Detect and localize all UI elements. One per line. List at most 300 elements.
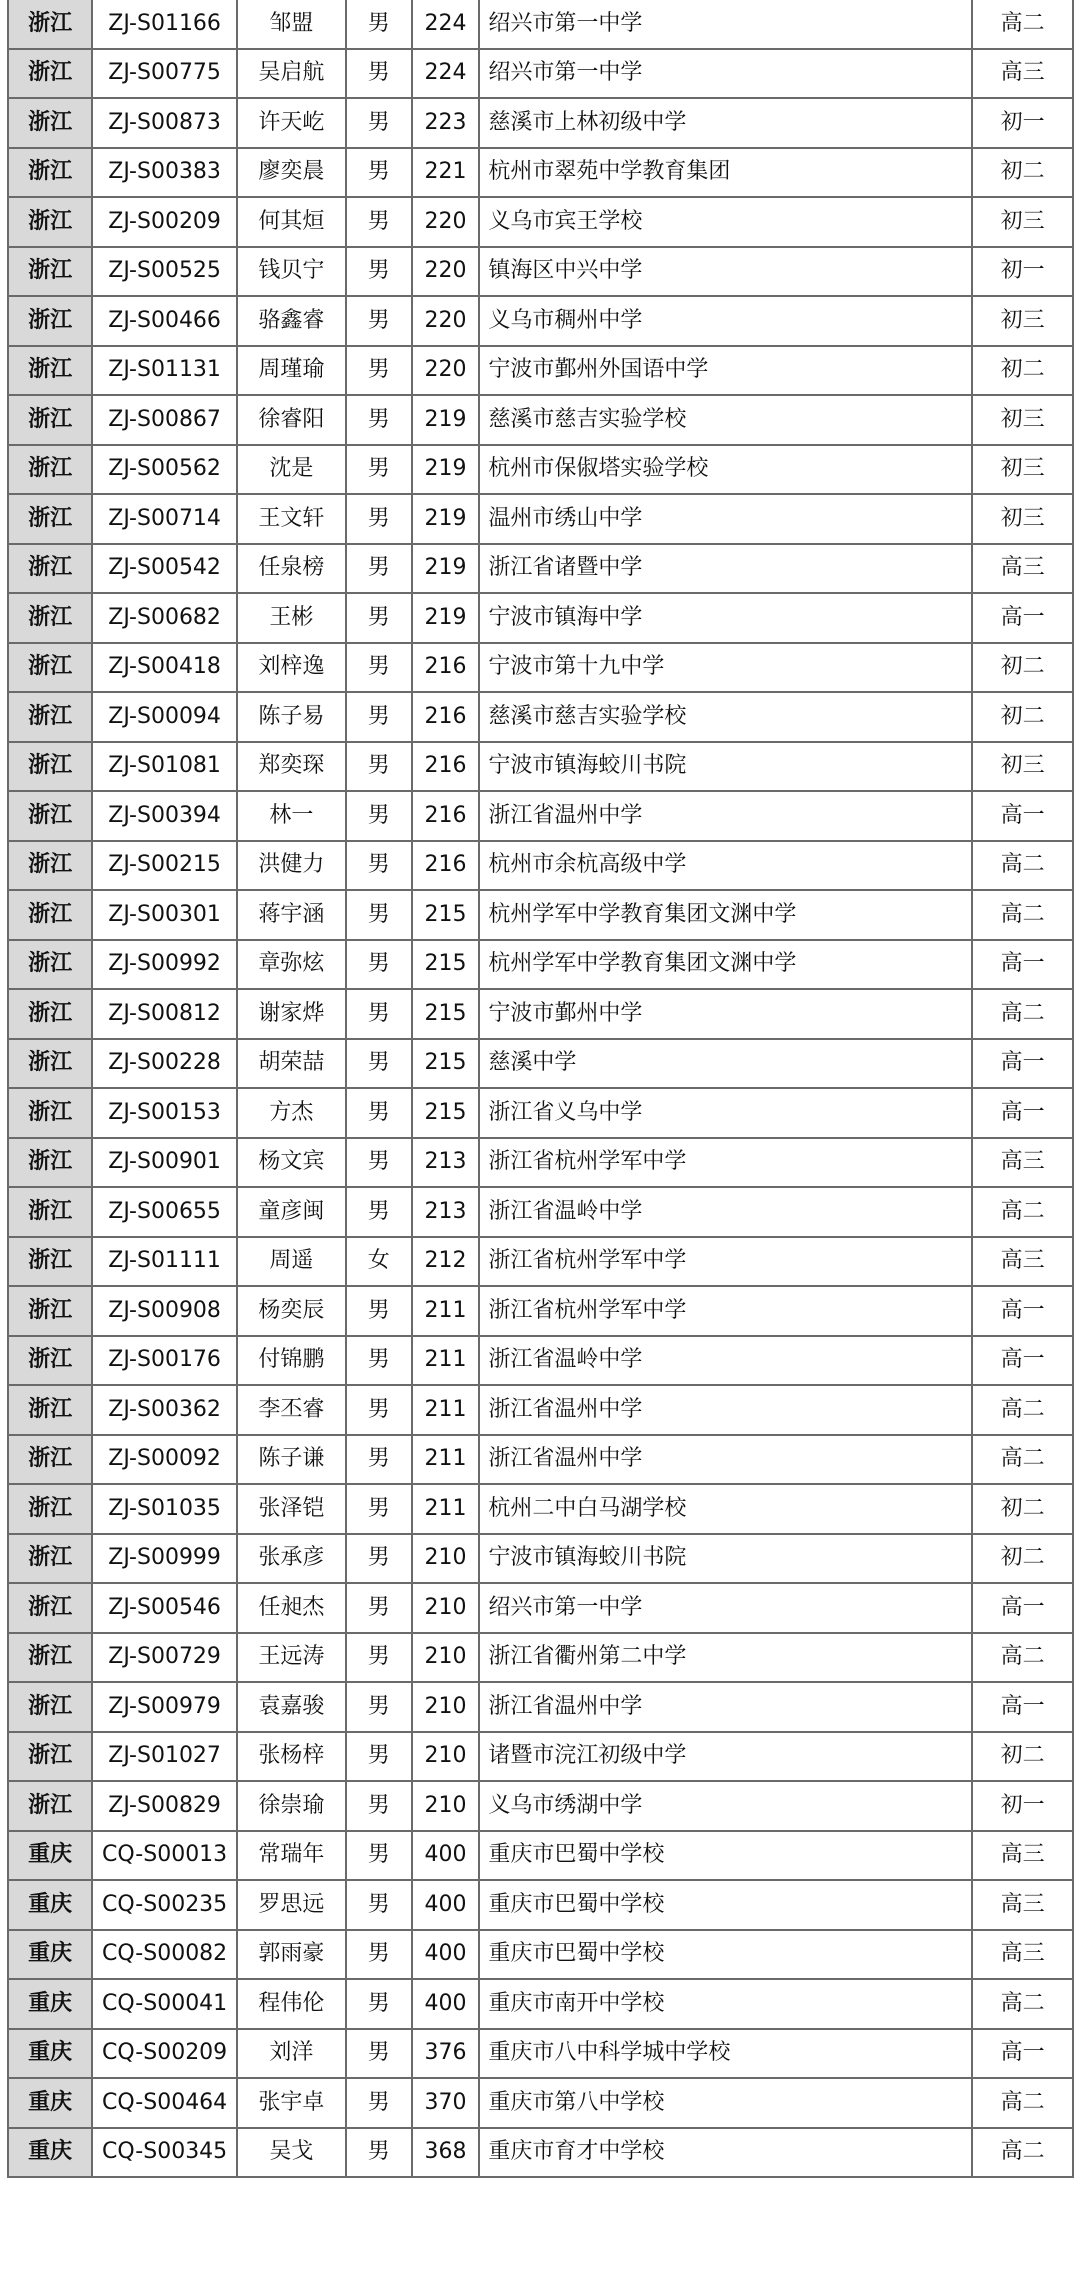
school-cell: 慈溪市慈吉实验学校 [479,395,972,445]
province-cell: 浙江 [8,1435,92,1485]
student-name-cell: 廖奕晨 [237,148,346,198]
table-row [8,742,1073,792]
score-cell: 400 [412,1930,480,1980]
gender-cell: 男 [346,841,412,891]
province-cell: 浙江 [8,791,92,841]
gender-cell: 男 [346,1583,412,1633]
table-row [8,1039,1073,1089]
school-cell: 镇海区中兴中学 [479,247,972,297]
grade-cell: 高二 [972,1435,1073,1485]
grade-cell: 初一 [972,1781,1073,1831]
province-cell: 浙江 [8,148,92,198]
province-cell: 浙江 [8,1237,92,1287]
province-cell: 浙江 [8,296,92,346]
gender-cell: 男 [346,1039,412,1089]
student-id-cell: CQ-S00041 [92,1979,237,2029]
student-name-cell: 任昶杰 [237,1583,346,1633]
score-cell: 220 [412,296,480,346]
grade-cell: 高一 [972,1336,1073,1386]
grade-cell: 高一 [972,1039,1073,1089]
grade-cell: 高二 [972,0,1073,49]
student-id-cell: ZJ-S01027 [92,1732,237,1782]
score-cell: 224 [412,0,480,49]
province-cell: 浙江 [8,346,92,396]
gender-cell: 男 [346,544,412,594]
table-row [8,2128,1073,2178]
province-cell: 浙江 [8,1385,92,1435]
school-cell: 浙江省衢州第二中学 [479,1633,972,1683]
school-cell: 浙江省杭州学军中学 [479,1286,972,1336]
school-cell: 杭州市余杭高级中学 [479,841,972,891]
student-id-cell: ZJ-S00094 [92,692,237,742]
gender-cell: 男 [346,791,412,841]
student-name-cell: 付锦鹏 [237,1336,346,1386]
score-cell: 368 [412,2128,480,2178]
gender-cell: 男 [346,890,412,940]
province-cell: 重庆 [8,2078,92,2128]
table-row [8,2029,1073,2079]
score-cell: 219 [412,544,480,594]
school-cell: 宁波市镇海中学 [479,593,972,643]
province-cell: 浙江 [8,1484,92,1534]
province-cell: 重庆 [8,2128,92,2178]
student-id-cell: ZJ-S00153 [92,1088,237,1138]
table-row [8,791,1073,841]
school-cell: 重庆市育才中学校 [479,2128,972,2178]
score-cell: 224 [412,49,480,99]
gender-cell: 男 [346,643,412,693]
student-id-cell: ZJ-S00383 [92,148,237,198]
student-name-cell: 张承彦 [237,1534,346,1584]
table-row [8,692,1073,742]
grade-cell: 初三 [972,395,1073,445]
student-id-cell: ZJ-S00209 [92,197,237,247]
student-id-cell: ZJ-S00418 [92,643,237,693]
grade-cell: 高一 [972,791,1073,841]
grade-cell: 高一 [972,1286,1073,1336]
student-name-cell: 徐睿阳 [237,395,346,445]
score-cell: 376 [412,2029,480,2079]
school-cell: 绍兴市第一中学 [479,0,972,49]
grade-cell: 初二 [972,148,1073,198]
province-cell: 重庆 [8,1880,92,1930]
score-cell: 211 [412,1385,480,1435]
grade-cell: 高三 [972,1138,1073,1188]
grade-cell: 初三 [972,445,1073,495]
school-cell: 重庆市巴蜀中学校 [479,1831,972,1881]
student-name-cell: 许天屹 [237,98,346,148]
table-row [8,346,1073,396]
table-row [8,1187,1073,1237]
province-cell: 浙江 [8,940,92,990]
province-cell: 浙江 [8,890,92,940]
gender-cell: 男 [346,494,412,544]
score-cell: 216 [412,742,480,792]
gender-cell: 男 [346,296,412,346]
gender-cell: 男 [346,692,412,742]
gender-cell: 男 [346,1781,412,1831]
province-cell: 浙江 [8,1732,92,1782]
gender-cell: 男 [346,2029,412,2079]
table-row [8,1682,1073,1732]
score-cell: 215 [412,989,480,1039]
student-name-cell: 刘洋 [237,2029,346,2079]
province-cell: 浙江 [8,395,92,445]
gender-cell: 男 [346,1534,412,1584]
student-id-cell: ZJ-S00215 [92,841,237,891]
school-cell: 慈溪市上林初级中学 [479,98,972,148]
table-row [8,1781,1073,1831]
grade-cell: 高一 [972,1682,1073,1732]
school-cell: 浙江省温岭中学 [479,1187,972,1237]
student-id-cell: ZJ-S01166 [92,0,237,49]
student-id-cell: ZJ-S00729 [92,1633,237,1683]
table-row [8,148,1073,198]
student-name-cell: 陈子谦 [237,1435,346,1485]
province-cell: 浙江 [8,1138,92,1188]
gender-cell: 男 [346,1930,412,1980]
student-name-cell: 杨文宾 [237,1138,346,1188]
school-cell: 杭州学军中学教育集团文渊中学 [479,890,972,940]
student-name-cell: 胡荣喆 [237,1039,346,1089]
grade-cell: 高二 [972,841,1073,891]
table-row [8,1237,1073,1287]
grade-cell: 高二 [972,989,1073,1039]
gender-cell: 男 [346,1979,412,2029]
gender-cell: 男 [346,1682,412,1732]
student-id-cell: ZJ-S00228 [92,1039,237,1089]
score-cell: 220 [412,346,480,396]
table-row [8,49,1073,99]
table-row [8,445,1073,495]
student-name-cell: 王远涛 [237,1633,346,1683]
table-row [8,1831,1073,1881]
school-cell: 重庆市八中科学城中学校 [479,2029,972,2079]
table-row [8,1336,1073,1386]
school-cell: 绍兴市第一中学 [479,1583,972,1633]
student-id-cell: ZJ-S00655 [92,1187,237,1237]
table-row [8,1583,1073,1633]
school-cell: 义乌市稠州中学 [479,296,972,346]
table-row [8,1732,1073,1782]
grade-cell: 高一 [972,593,1073,643]
student-id-cell: CQ-S00082 [92,1930,237,1980]
student-id-cell: ZJ-S00682 [92,593,237,643]
table-row [8,1633,1073,1683]
student-name-cell: 张杨梓 [237,1732,346,1782]
province-cell: 浙江 [8,247,92,297]
gender-cell: 男 [346,346,412,396]
province-cell: 浙江 [8,98,92,148]
gender-cell: 男 [346,1385,412,1435]
student-name-cell: 刘梓逸 [237,643,346,693]
gender-cell: 男 [346,148,412,198]
score-cell: 220 [412,247,480,297]
student-name-cell: 郭雨豪 [237,1930,346,1980]
province-cell: 浙江 [8,643,92,693]
school-cell: 浙江省杭州学军中学 [479,1237,972,1287]
score-cell: 210 [412,1583,480,1633]
school-cell: 浙江省杭州学军中学 [479,1138,972,1188]
score-cell: 211 [412,1336,480,1386]
province-cell: 浙江 [8,841,92,891]
province-cell: 重庆 [8,1930,92,1980]
score-cell: 213 [412,1187,480,1237]
student-name-cell: 方杰 [237,1088,346,1138]
student-name-cell: 罗思远 [237,1880,346,1930]
student-id-cell: ZJ-S00999 [92,1534,237,1584]
province-cell: 重庆 [8,1979,92,2029]
student-name-cell: 童彦闽 [237,1187,346,1237]
province-cell: 浙江 [8,1781,92,1831]
student-name-cell: 任泉榜 [237,544,346,594]
score-cell: 212 [412,1237,480,1287]
grade-cell: 高三 [972,1831,1073,1881]
school-cell: 浙江省温州中学 [479,1682,972,1732]
school-cell: 浙江省温州中学 [479,791,972,841]
province-cell: 浙江 [8,1534,92,1584]
score-cell: 400 [412,1880,480,1930]
school-cell: 浙江省温岭中学 [479,1336,972,1386]
score-cell: 221 [412,148,480,198]
gender-cell: 男 [346,1880,412,1930]
table-row [8,1484,1073,1534]
student-name-cell: 袁嘉骏 [237,1682,346,1732]
student-name-cell: 章弥炫 [237,940,346,990]
student-id-cell: ZJ-S01035 [92,1484,237,1534]
province-cell: 浙江 [8,197,92,247]
student-name-cell: 沈是 [237,445,346,495]
student-name-cell: 钱贝宁 [237,247,346,297]
gender-cell: 男 [346,1732,412,1782]
student-id-cell: CQ-S00464 [92,2078,237,2128]
province-cell: 浙江 [8,1682,92,1732]
grade-cell: 初二 [972,1484,1073,1534]
student-id-cell: ZJ-S00775 [92,49,237,99]
student-name-cell: 骆鑫睿 [237,296,346,346]
score-cell: 219 [412,494,480,544]
school-cell: 杭州二中白马湖学校 [479,1484,972,1534]
grade-cell: 高二 [972,2128,1073,2178]
student-id-cell: ZJ-S00176 [92,1336,237,1386]
province-cell: 浙江 [8,445,92,495]
grade-cell: 高三 [972,1930,1073,1980]
student-name-cell: 常瑞年 [237,1831,346,1881]
province-cell: 浙江 [8,593,92,643]
school-cell: 杭州学军中学教育集团文渊中学 [479,940,972,990]
score-cell: 213 [412,1138,480,1188]
score-cell: 223 [412,98,480,148]
gender-cell: 男 [346,98,412,148]
grade-cell: 初三 [972,296,1073,346]
table-row [8,890,1073,940]
table-row [8,1534,1073,1584]
grade-cell: 初二 [972,1534,1073,1584]
grade-cell: 高一 [972,1088,1073,1138]
student-name-cell: 吴启航 [237,49,346,99]
school-cell: 宁波市第十九中学 [479,643,972,693]
grade-cell: 高二 [972,2078,1073,2128]
grade-cell: 高二 [972,1385,1073,1435]
table-row [8,98,1073,148]
gender-cell: 男 [346,197,412,247]
table-row [8,1880,1073,1930]
school-cell: 杭州市保俶塔实验学校 [479,445,972,495]
school-cell: 宁波市镇海蛟川书院 [479,1534,972,1584]
score-cell: 211 [412,1435,480,1485]
grade-cell: 高三 [972,1880,1073,1930]
score-cell: 219 [412,445,480,495]
score-cell: 370 [412,2078,480,2128]
province-cell: 浙江 [8,692,92,742]
table-row [8,247,1073,297]
student-id-cell: ZJ-S00362 [92,1385,237,1435]
score-cell: 400 [412,1831,480,1881]
student-id-cell: ZJ-S00812 [92,989,237,1039]
grade-cell: 高一 [972,940,1073,990]
province-cell: 浙江 [8,0,92,49]
student-id-cell: CQ-S00209 [92,2029,237,2079]
score-cell: 210 [412,1732,480,1782]
school-cell: 重庆市巴蜀中学校 [479,1930,972,1980]
grade-cell: 高二 [972,1187,1073,1237]
student-name-cell: 周瑾瑜 [237,346,346,396]
gender-cell: 男 [346,1484,412,1534]
student-name-cell: 洪健力 [237,841,346,891]
student-id-cell: ZJ-S00901 [92,1138,237,1188]
table-row [8,1138,1073,1188]
grade-cell: 初二 [972,643,1073,693]
student-name-cell: 王文轩 [237,494,346,544]
table-row [8,395,1073,445]
school-cell: 义乌市宾王学校 [479,197,972,247]
score-cell: 400 [412,1979,480,2029]
province-cell: 浙江 [8,989,92,1039]
student-name-cell: 杨奕辰 [237,1286,346,1336]
gender-cell: 男 [346,2128,412,2178]
school-cell: 诸暨市浣江初级中学 [479,1732,972,1782]
gender-cell: 男 [346,1336,412,1386]
school-cell: 温州市绣山中学 [479,494,972,544]
student-name-cell: 吴戈 [237,2128,346,2178]
student-name-cell: 王彬 [237,593,346,643]
student-id-cell: ZJ-S00525 [92,247,237,297]
gender-cell: 男 [346,1831,412,1881]
grade-cell: 初三 [972,197,1073,247]
province-cell: 浙江 [8,1187,92,1237]
grade-cell: 高一 [972,2029,1073,2079]
school-cell: 浙江省温州中学 [479,1385,972,1435]
school-cell: 重庆市巴蜀中学校 [479,1880,972,1930]
gender-cell: 男 [346,2078,412,2128]
school-cell: 重庆市南开中学校 [479,1979,972,2029]
score-table [7,0,1074,2178]
student-id-cell: ZJ-S01081 [92,742,237,792]
student-id-cell: ZJ-S01111 [92,1237,237,1287]
student-name-cell: 周遥 [237,1237,346,1287]
table-row [8,1435,1073,1485]
student-id-cell: ZJ-S00873 [92,98,237,148]
gender-cell: 男 [346,1138,412,1188]
gender-cell: 男 [346,1435,412,1485]
table-row [8,841,1073,891]
student-name-cell: 张泽铠 [237,1484,346,1534]
table-row [8,296,1073,346]
gender-cell: 男 [346,1088,412,1138]
score-cell: 215 [412,1039,480,1089]
score-cell: 210 [412,1633,480,1683]
score-cell: 215 [412,1088,480,1138]
grade-cell: 初一 [972,247,1073,297]
school-cell: 浙江省温州中学 [479,1435,972,1485]
province-cell: 浙江 [8,1583,92,1633]
student-id-cell: ZJ-S00714 [92,494,237,544]
score-cell: 210 [412,1781,480,1831]
table-row [8,643,1073,693]
table-row [8,1930,1073,1980]
grade-cell: 初二 [972,346,1073,396]
score-table-body [8,0,1073,2177]
score-cell: 210 [412,1534,480,1584]
student-id-cell: ZJ-S00829 [92,1781,237,1831]
table-row [8,989,1073,1039]
gender-cell: 男 [346,593,412,643]
student-id-cell: ZJ-S00908 [92,1286,237,1336]
score-cell: 216 [412,791,480,841]
table-row [8,1385,1073,1435]
school-cell: 宁波市镇海蛟川书院 [479,742,972,792]
score-cell: 216 [412,643,480,693]
student-id-cell: ZJ-S00394 [92,791,237,841]
province-cell: 浙江 [8,1088,92,1138]
score-cell: 211 [412,1286,480,1336]
gender-cell: 男 [346,1187,412,1237]
school-cell: 宁波市鄞州中学 [479,989,972,1039]
school-cell: 重庆市第八中学校 [479,2078,972,2128]
student-id-cell: ZJ-S00562 [92,445,237,495]
score-cell: 220 [412,197,480,247]
gender-cell: 男 [346,940,412,990]
grade-cell: 初三 [972,742,1073,792]
table-row [8,1286,1073,1336]
gender-cell: 男 [346,1633,412,1683]
province-cell: 浙江 [8,1039,92,1089]
student-id-cell: ZJ-S00092 [92,1435,237,1485]
school-cell: 杭州市翠苑中学教育集团 [479,148,972,198]
school-cell: 浙江省义乌中学 [479,1088,972,1138]
province-cell: 重庆 [8,1831,92,1881]
score-cell: 216 [412,841,480,891]
student-name-cell: 张宇卓 [237,2078,346,2128]
student-name-cell: 徐崇瑜 [237,1781,346,1831]
province-cell: 浙江 [8,1286,92,1336]
gender-cell: 男 [346,989,412,1039]
grade-cell: 高一 [972,1583,1073,1633]
gender-cell: 男 [346,0,412,49]
province-cell: 浙江 [8,742,92,792]
province-cell: 重庆 [8,2029,92,2079]
province-cell: 浙江 [8,544,92,594]
student-id-cell: CQ-S00345 [92,2128,237,2178]
score-cell: 210 [412,1682,480,1732]
student-name-cell: 陈子易 [237,692,346,742]
student-name-cell: 何其烜 [237,197,346,247]
table-row [8,2078,1073,2128]
gender-cell: 男 [346,247,412,297]
school-cell: 绍兴市第一中学 [479,49,972,99]
grade-cell: 高三 [972,49,1073,99]
table-row [8,1088,1073,1138]
